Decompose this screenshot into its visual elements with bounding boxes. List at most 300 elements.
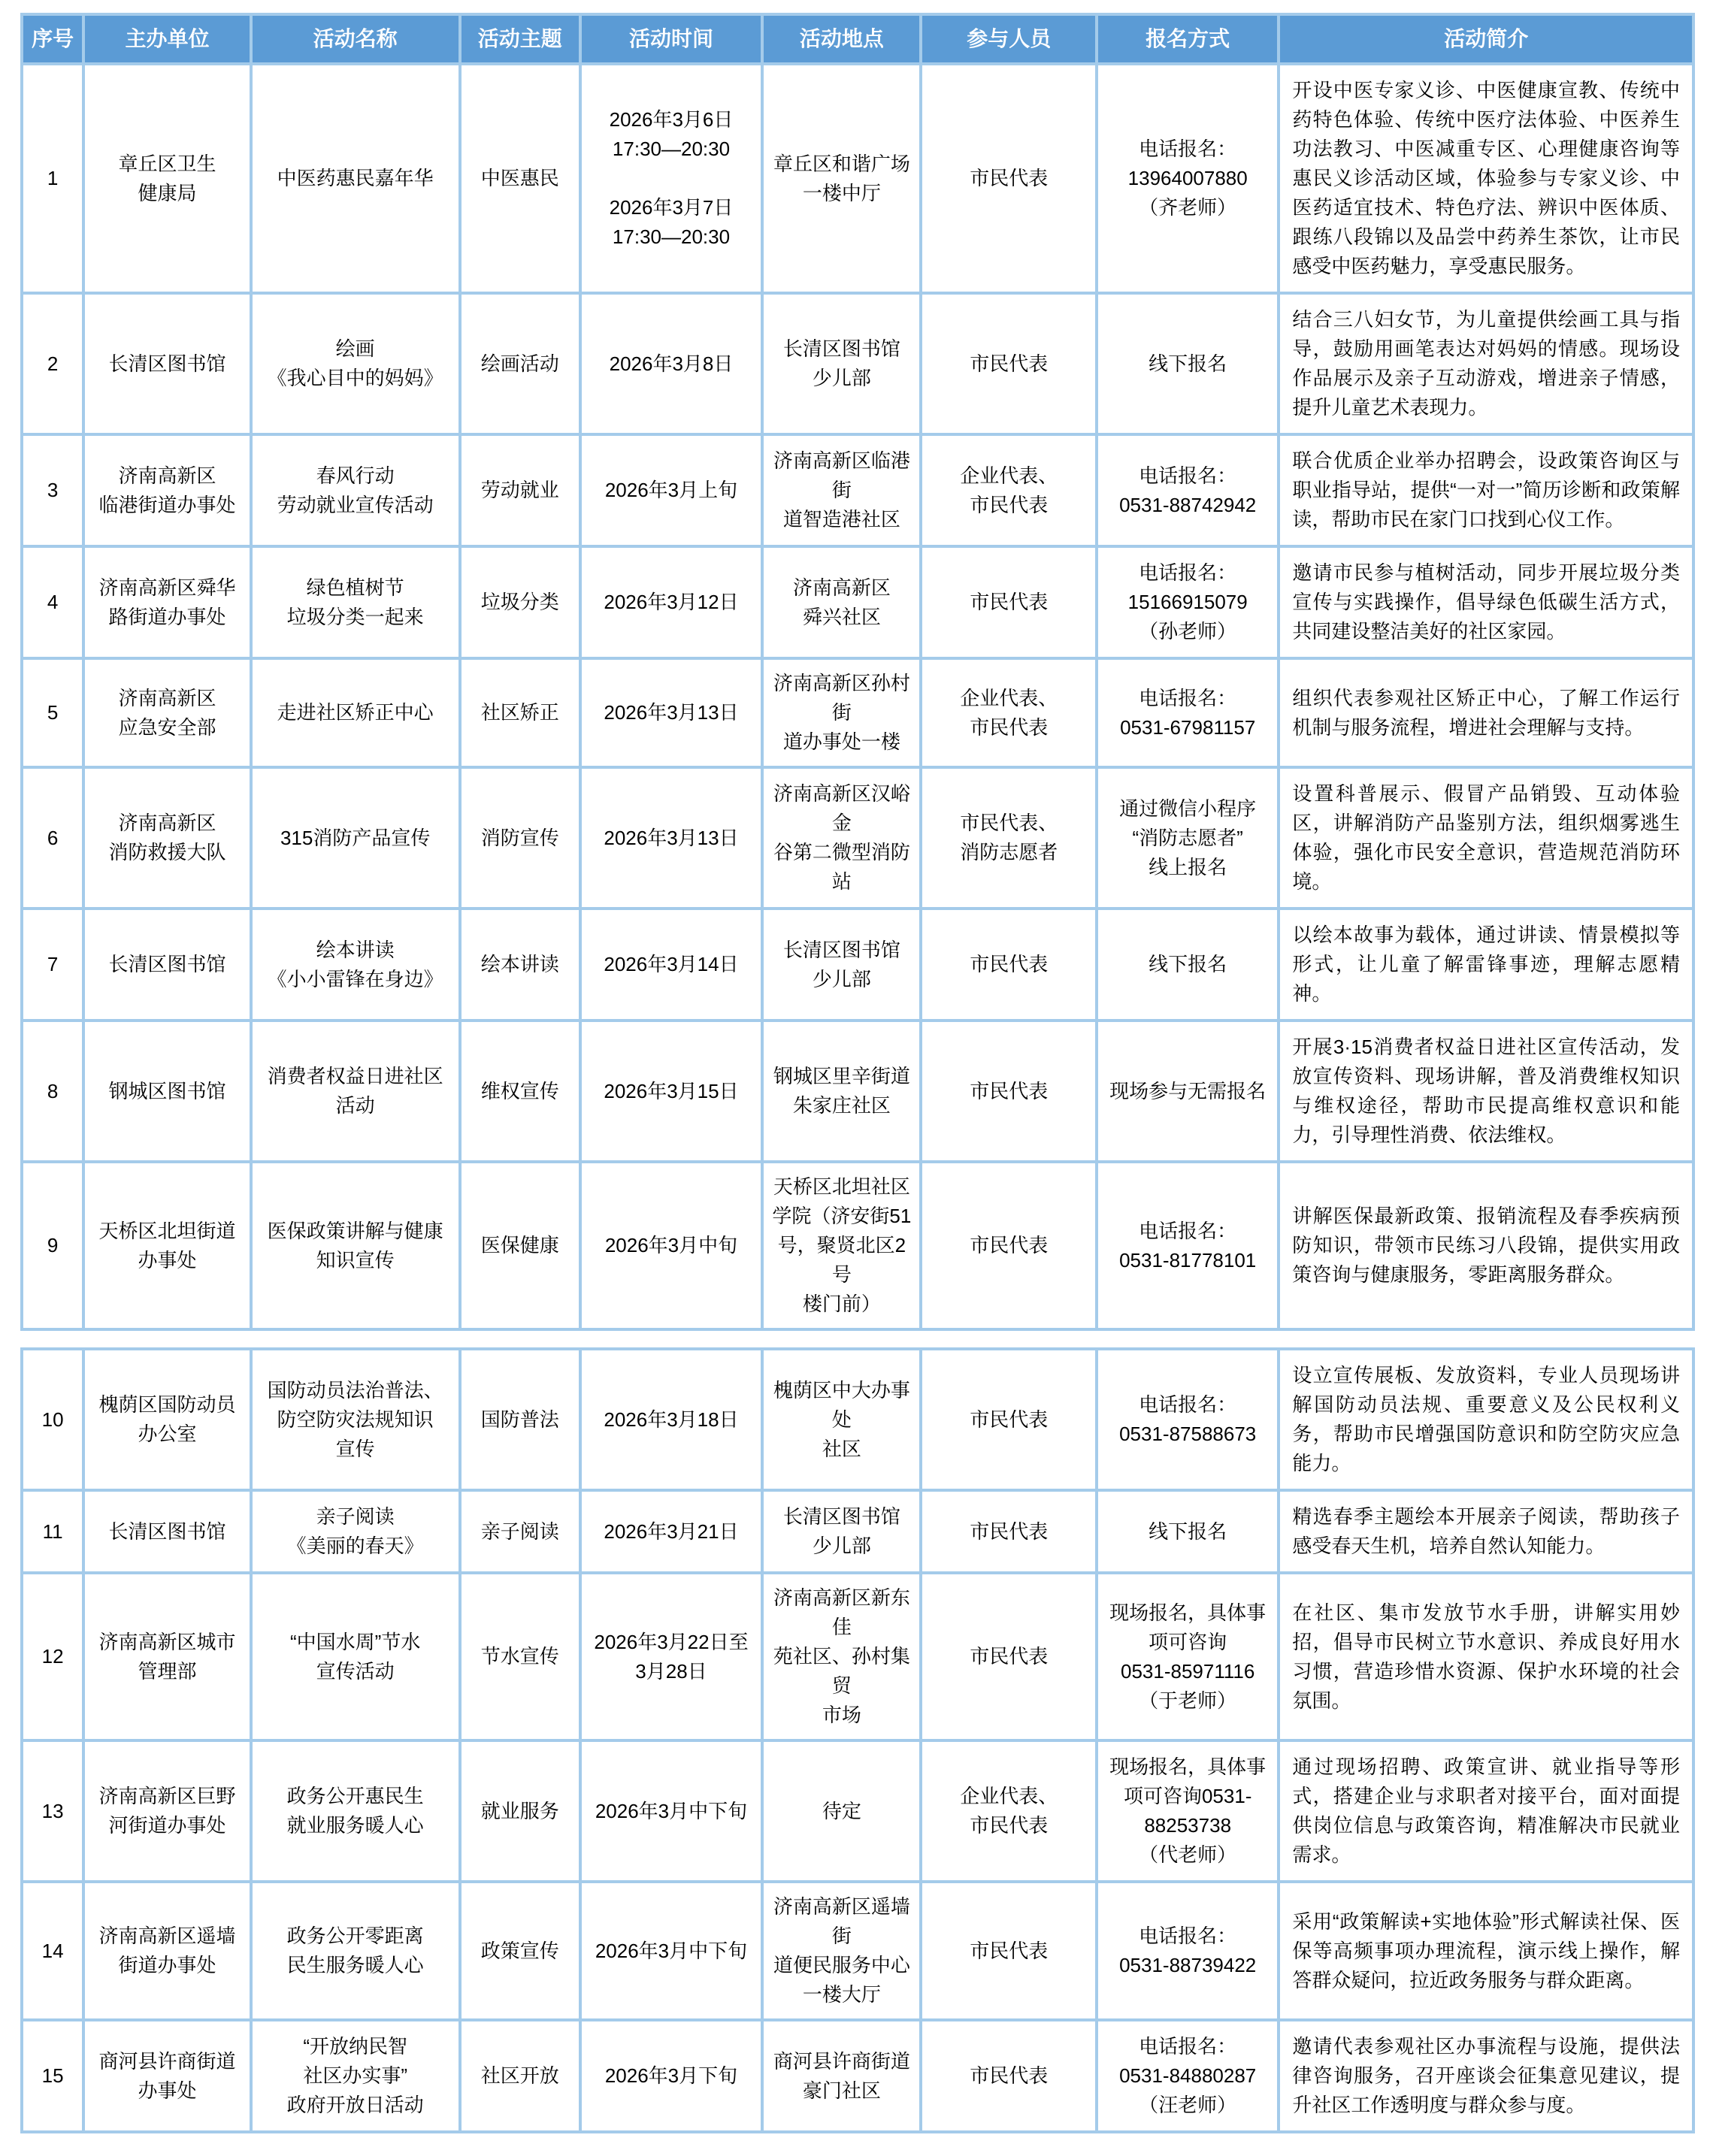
time-text: 17:30—20:30: [612, 138, 731, 160]
cell-time: [580, 293, 762, 434]
location-text: 豪门社区: [802, 2079, 881, 2102]
time-text: 2026年3月上旬: [604, 479, 738, 501]
cell-participants: [921, 1882, 1097, 2020]
time-text: 2026年3月22日至: [594, 1630, 749, 1653]
time-text: 2026年3月14日: [604, 953, 739, 975]
activity-name-text: 医保政策讲解与健康: [267, 1219, 443, 1242]
participants-text: 消防志愿者: [960, 841, 1058, 863]
cell-location: [762, 293, 921, 434]
cell-theme: [460, 293, 580, 434]
cell-activity-name: [251, 293, 460, 434]
organizer-text: 济南高新区: [118, 686, 216, 709]
cell-participants: [921, 434, 1097, 546]
theme-text: 国防普法: [480, 1408, 559, 1431]
cell-theme: [460, 1490, 580, 1573]
cell-organizer: [83, 1490, 250, 1573]
cell-registration: [1097, 434, 1279, 546]
registration-text: 现场报名，具体事: [1109, 1601, 1267, 1624]
cell-activity-name: [251, 434, 460, 546]
organizer-text: 管理部: [138, 1659, 197, 1683]
registration-text: 线下报名: [1149, 352, 1227, 375]
cell-serial-number: [22, 2020, 83, 2132]
table-row: [22, 434, 1693, 546]
cell-location: [762, 658, 921, 767]
serial-number-text: 9: [47, 1234, 59, 1256]
theme-text: 社区开放: [480, 2064, 559, 2087]
cell-participants: [921, 1740, 1097, 1882]
cell-organizer: [83, 1882, 250, 2020]
registration-text: 通过微信小程序: [1119, 797, 1257, 820]
serial-number-text: 8: [47, 1079, 59, 1102]
time-text: 3月28日: [635, 1659, 707, 1683]
cell-participants: [921, 1349, 1097, 1490]
cell-registration: [1097, 909, 1279, 1021]
activity-name-text: 知识宣传: [316, 1248, 395, 1272]
intro-text: 开展3·15消费者权益日进社区宣传活动，发放宣传资料、现场讲解，普及消费维权知识与维权途径，帮助市民提高维权意识和能力，引导理性消费、依法维权。: [1292, 1036, 1680, 1146]
table-row: [22, 1740, 1693, 1882]
location-text: 道智造港社区: [782, 508, 900, 531]
cell-activity-name: [251, 1490, 460, 1573]
cell-intro: [1279, 2020, 1693, 2132]
organizer-text: 济南高新区: [118, 812, 216, 834]
participants-text: 企业代表、: [960, 686, 1058, 709]
organizer-text: 济南高新区巨野: [98, 1785, 236, 1807]
cell-intro: [1279, 767, 1693, 909]
location-text: 长清区图书馆: [782, 938, 900, 961]
organizer-text: 钢城区图书馆: [108, 1079, 226, 1102]
time-text: 2026年3月13日: [604, 701, 739, 724]
column-header-activity-name: 活动名称: [251, 14, 460, 64]
cell-participants: [921, 767, 1097, 909]
cell-organizer: [83, 293, 250, 434]
cell-intro: [1279, 1490, 1693, 1573]
cell-registration: [1097, 1882, 1279, 2020]
serial-number-text: 12: [41, 1645, 64, 1668]
cell-time: [580, 64, 762, 293]
cell-serial-number: [22, 546, 83, 658]
cell-theme: [460, 767, 580, 909]
participants-text: 市民代表: [970, 167, 1049, 189]
time-text: 2026年3月中下旬: [595, 1799, 748, 1822]
time-text: 2026年3月7日: [609, 196, 734, 219]
cell-serial-number: [22, 1162, 83, 1329]
cell-location: [762, 1349, 921, 1490]
cell-participants: [921, 658, 1097, 767]
activity-name-text: 315消防产品宣传: [280, 826, 431, 849]
cell-activity-name: [251, 1573, 460, 1740]
intro-text: 设立宣传展板、发放资料，专业人员现场讲解国防动员法规、重要意义及公民权利义务，帮助市民增强国防意识和防空防灾应急能力。: [1292, 1364, 1680, 1474]
cell-participants: [921, 1573, 1097, 1740]
cell-theme: [460, 658, 580, 767]
theme-text: 绘本讲读: [480, 953, 559, 975]
table-row: [22, 1021, 1693, 1162]
location-text: 一楼大厅: [802, 1983, 881, 2006]
activity-name-text: 防空防灾法规知识: [277, 1408, 434, 1431]
organizer-text: 长清区图书馆: [108, 953, 226, 975]
intro-text: 讲解医保最新政策、报销流程及春季疾病预防知识，带领市民练习八段锦，提供实用政策咨询与健康服务，零距离服务群众。: [1292, 1205, 1680, 1286]
cell-theme: [460, 1162, 580, 1329]
cell-serial-number: [22, 1490, 83, 1573]
table-row: [22, 658, 1693, 767]
registration-text: 电话报名：: [1139, 561, 1237, 584]
cell-activity-name: [251, 767, 460, 909]
activity-table-section-2: [20, 1347, 1695, 2133]
theme-text: 节水宣传: [480, 1645, 559, 1668]
time-text: 2026年3月18日: [604, 1408, 739, 1431]
cell-serial-number: [22, 1882, 83, 2020]
cell-theme: [460, 1021, 580, 1162]
organizer-text: 济南高新区: [118, 464, 216, 487]
activity-name-text: 政务公开零距离: [286, 1925, 424, 1947]
cell-participants: [921, 1021, 1097, 1162]
organizer-text: 济南高新区遥墙: [98, 1925, 236, 1947]
cell-participants: [921, 546, 1097, 658]
theme-text: 垃圾分类: [480, 591, 559, 613]
location-text: 天桥区北坦社区: [773, 1175, 910, 1198]
organizer-text: 长清区图书馆: [108, 1519, 226, 1543]
organizer-text: 长清区图书馆: [108, 352, 226, 375]
intro-text: 邀请代表参观社区办事流程与设施，提供法律咨询服务，召开座谈会征集意见建议，提升社区工作透明度与群众参与度。: [1292, 2035, 1680, 2116]
activity-name-text: 民生服务暖人心: [286, 1954, 424, 1976]
registration-text: （齐老师）: [1139, 196, 1237, 219]
organizer-text: 河街道办事处: [108, 1814, 226, 1837]
serial-number-text: 6: [47, 826, 59, 849]
participants-text: 市民代表: [970, 1234, 1049, 1256]
cell-time: [580, 1021, 762, 1162]
activity-table-section-1: [20, 13, 1695, 1331]
cell-participants: [921, 1490, 1097, 1573]
cell-location: [762, 1740, 921, 1882]
cell-activity-name: [251, 2020, 460, 2132]
registration-text: 项可咨询0531-: [1123, 1785, 1252, 1807]
location-text: 钢城区里辛街道: [773, 1065, 910, 1087]
cell-registration: [1097, 2020, 1279, 2132]
serial-number-text: 11: [42, 1519, 63, 1543]
intro-text: 组织代表参观社区矫正中心，了解工作运行机制与服务流程，增进社会理解与支持。: [1292, 686, 1680, 739]
cell-theme: [460, 1349, 580, 1490]
location-text: 商河县许商街道: [773, 2049, 910, 2073]
activity-name-text: 春风行动: [316, 464, 395, 487]
intro-text: 以绘本故事为载体，通过讲读、情景模拟等形式，让儿童了解雷锋事迹，理解志愿精神。: [1292, 924, 1680, 1005]
cell-intro: [1279, 434, 1693, 546]
column-header-location: 活动地点: [762, 14, 921, 64]
cell-time: [580, 2020, 762, 2132]
cell-serial-number: [22, 1021, 83, 1162]
location-text: 谷第二微型消防站: [773, 841, 910, 893]
theme-text: 亲子阅读: [480, 1519, 559, 1543]
serial-number-text: 7: [47, 953, 59, 975]
registration-text: 0531-84880287: [1119, 2064, 1257, 2087]
cell-time: [580, 767, 762, 909]
cell-intro: [1279, 909, 1693, 1021]
organizer-text: 办公室: [138, 1423, 197, 1445]
registration-text: 15166915079: [1127, 591, 1248, 613]
cell-time: [580, 1490, 762, 1573]
cell-intro: [1279, 1740, 1693, 1882]
location-text: 道便民服务中心: [773, 1954, 910, 1976]
intro-text: 结合三八妇女节，为儿童提供绘画工具与指导，鼓励用画笔表达对妈妈的情感。现场设作品展示及亲子互动游戏，增进亲子情感，提升儿童艺术表现力。: [1292, 308, 1680, 419]
table-row: [22, 2020, 1693, 2132]
cell-activity-name: [251, 1349, 460, 1490]
theme-text: 就业服务: [480, 1799, 559, 1822]
activity-name-text: 政府开放日活动: [286, 2094, 424, 2116]
registration-text: 电话报名：: [1139, 686, 1237, 709]
column-header-participants: 参与人员: [921, 14, 1097, 64]
intro-text: 设置科普展示、假冒产品销毁、互动体验区，讲解消防产品鉴别方法，组织烟雾逃生体验，强化市民安全意识，营造规范消防环境。: [1292, 782, 1680, 893]
activity-name-text: 绘本讲读: [316, 938, 395, 961]
registration-text: 电话报名：: [1139, 138, 1237, 160]
organizer-text: 路街道办事处: [108, 605, 226, 628]
activity-name-text: 绘画: [335, 337, 375, 360]
activity-name-text: 中医药惠民嘉年华: [277, 167, 434, 189]
cell-serial-number: [22, 909, 83, 1021]
location-text: 社区: [822, 1437, 861, 1460]
cell-serial-number: [22, 1740, 83, 1882]
cell-theme: [460, 1740, 580, 1882]
theme-text: 中医惠民: [480, 167, 559, 189]
location-text: 苑社区、孙村集贸: [773, 1645, 910, 1697]
activity-name-text: 宣传: [335, 1437, 375, 1460]
location-text: 朱家庄社区: [792, 1094, 891, 1117]
cell-registration: [1097, 293, 1279, 434]
participants-text: 市民代表: [970, 1645, 1049, 1668]
organizer-text: 街道办事处: [118, 1954, 216, 1976]
cell-time: [580, 1882, 762, 2020]
registration-text: 线下报名: [1149, 953, 1227, 975]
location-text: 道办事处一楼: [782, 730, 900, 753]
participants-text: 市民代表: [970, 953, 1049, 975]
cell-organizer: [83, 1573, 250, 1740]
participants-text: 市民代表: [970, 1939, 1049, 1962]
time-text: 2026年3月15日: [604, 1079, 739, 1102]
cell-intro: [1279, 1573, 1693, 1740]
serial-number-text: 5: [47, 701, 59, 724]
location-text: 济南高新区孙村街: [773, 672, 910, 724]
participants-text: 市民代表、: [960, 812, 1058, 834]
registration-text: “消防志愿者”: [1132, 826, 1243, 849]
cell-organizer: [83, 546, 250, 658]
organizer-text: 办事处: [138, 2079, 197, 2102]
cell-intro: [1279, 1021, 1693, 1162]
cell-time: [580, 546, 762, 658]
activity-name-text: 消费者权益日进社区: [267, 1065, 443, 1087]
cell-activity-name: [251, 64, 460, 293]
location-text: 章丘区和谐广场: [773, 152, 910, 175]
cell-intro: [1279, 1882, 1693, 2020]
cell-serial-number: [22, 658, 83, 767]
time-text: 2026年3月21日: [604, 1519, 739, 1543]
participants-text: 市民代表: [970, 2064, 1049, 2087]
cell-theme: [460, 909, 580, 1021]
intro-text: 采用“政策解读+实地体验”形式解读社保、医保等高频事项办理流程，演示线上操作，解答群众疑问，拉近政务服务与群众距离。: [1292, 1910, 1680, 1991]
registration-text: 0531-87588673: [1119, 1423, 1257, 1445]
table-row: [22, 909, 1693, 1021]
cell-time: [580, 658, 762, 767]
theme-text: 维权宣传: [480, 1079, 559, 1102]
participants-text: 市民代表: [970, 1079, 1049, 1102]
time-text: 2026年3月6日: [609, 108, 734, 131]
participants-text: 市民代表: [970, 1814, 1049, 1837]
cell-intro: [1279, 658, 1693, 767]
cell-theme: [460, 64, 580, 293]
table-header-row: [22, 14, 1693, 64]
registration-text: 0531-85971116: [1121, 1659, 1255, 1683]
cell-intro: [1279, 546, 1693, 658]
activity-name-text: 活动: [335, 1094, 375, 1117]
cell-registration: [1097, 64, 1279, 293]
column-header-intro: 活动简介: [1279, 14, 1693, 64]
registration-text: 0531-88739422: [1119, 1954, 1257, 1976]
cell-serial-number: [22, 64, 83, 293]
activity-name-text: 社区办实事”: [303, 2064, 407, 2087]
registration-text: 线下报名: [1149, 1519, 1227, 1543]
cell-organizer: [83, 658, 250, 767]
participants-text: 市民代表: [970, 715, 1049, 739]
location-text: 待定: [822, 1799, 861, 1822]
registration-text: 88253738: [1144, 1814, 1232, 1837]
organizer-text: 临港街道办事处: [98, 493, 236, 516]
table-section-gap: [20, 1331, 1695, 1347]
table-row: [22, 1162, 1693, 1329]
serial-number-text: 1: [47, 167, 59, 189]
cell-organizer: [83, 64, 250, 293]
activity-name-text: 劳动就业宣传活动: [277, 493, 434, 516]
time-text: 2026年3月13日: [604, 826, 739, 849]
location-text: 少儿部: [812, 1535, 871, 1557]
time-text: [589, 164, 753, 193]
organizer-text: 健康局: [138, 181, 197, 204]
serial-number-text: 10: [41, 1408, 64, 1431]
cell-organizer: [83, 434, 250, 546]
serial-number-text: 2: [47, 352, 59, 375]
cell-location: [762, 1490, 921, 1573]
cell-registration: [1097, 1573, 1279, 1740]
registration-text: 0531-67981157: [1120, 715, 1256, 739]
cell-location: [762, 64, 921, 293]
cell-time: [580, 1162, 762, 1329]
time-text: 2026年3月12日: [604, 591, 739, 613]
registration-text: （汪老师）: [1139, 2094, 1237, 2116]
location-text: 楼门前）: [802, 1293, 881, 1315]
participants-text: 市民代表: [970, 352, 1049, 375]
theme-text: 社区矫正: [480, 701, 559, 724]
registration-text: 现场报名，具体事: [1109, 1755, 1267, 1778]
table-row: [22, 64, 1693, 293]
cell-time: [580, 1573, 762, 1740]
cell-intro: [1279, 64, 1693, 293]
location-text: 济南高新区临港街: [773, 449, 910, 501]
time-text: 2026年3月中旬: [604, 1234, 738, 1256]
location-text: 少儿部: [812, 967, 871, 990]
cell-registration: [1097, 658, 1279, 767]
serial-number-text: 14: [41, 1939, 64, 1962]
cell-organizer: [83, 1162, 250, 1329]
organizer-text: 消防救援大队: [108, 841, 226, 863]
location-text: 槐荫区中大办事处: [773, 1378, 910, 1431]
registration-text: （于老师）: [1139, 1689, 1237, 1712]
activity-name-text: 绿色植树节: [306, 576, 404, 599]
cell-location: [762, 909, 921, 1021]
cell-serial-number: [22, 1349, 83, 1490]
cell-time: [580, 434, 762, 546]
cell-serial-number: [22, 434, 83, 546]
cell-participants: [921, 293, 1097, 434]
cell-theme: [460, 1573, 580, 1740]
cell-location: [762, 1162, 921, 1329]
time-text: 2026年3月中下旬: [595, 1939, 748, 1962]
cell-activity-name: [251, 1162, 460, 1329]
cell-activity-name: [251, 1740, 460, 1882]
participants-text: 市民代表: [970, 493, 1049, 516]
cell-location: [762, 434, 921, 546]
cell-registration: [1097, 767, 1279, 909]
location-text: 长清区图书馆: [782, 337, 900, 360]
location-text: 少儿部: [812, 367, 871, 389]
cell-serial-number: [22, 1573, 83, 1740]
cell-registration: [1097, 1021, 1279, 1162]
cell-theme: [460, 1882, 580, 2020]
cell-location: [762, 1573, 921, 1740]
cell-location: [762, 2020, 921, 2132]
table-row: [22, 1349, 1693, 1490]
intro-text: 精选春季主题绘本开展亲子阅读，帮助孩子感受春天生机，培养自然认知能力。: [1292, 1505, 1680, 1557]
location-text: 市场: [822, 1704, 861, 1726]
column-header-time: 活动时间: [580, 14, 762, 64]
cell-participants: [921, 64, 1097, 293]
activity-name-text: 《我心目中的妈妈》: [267, 367, 443, 389]
column-header-organizer: 主办单位: [83, 14, 250, 64]
cell-time: [580, 1740, 762, 1882]
cell-organizer: [83, 1740, 250, 1882]
registration-text: 电话报名：: [1139, 464, 1237, 487]
cell-participants: [921, 2020, 1097, 2132]
cell-registration: [1097, 1162, 1279, 1329]
cell-organizer: [83, 1021, 250, 1162]
location-text: 学院（济安街51: [772, 1205, 912, 1227]
cell-participants: [921, 909, 1097, 1021]
serial-number-text: 15: [41, 2064, 64, 2087]
cell-location: [762, 767, 921, 909]
time-text: 2026年3月8日: [609, 352, 734, 375]
location-text: 济南高新区新东佳: [773, 1586, 910, 1638]
cell-registration: [1097, 546, 1279, 658]
registration-text: （代老师）: [1139, 1843, 1237, 1866]
table-row: [22, 293, 1693, 434]
cell-organizer: [83, 767, 250, 909]
registration-text: 0531-88742942: [1119, 493, 1257, 516]
participants-text: 市民代表: [970, 591, 1049, 613]
cell-serial-number: [22, 767, 83, 909]
cell-participants: [921, 1162, 1097, 1329]
cell-registration: [1097, 1349, 1279, 1490]
location-text: 舜兴社区: [802, 605, 881, 628]
location-text: 号，聚贤北区2号: [777, 1234, 906, 1286]
intro-text: 联合优质企业举办招聘会，设政策咨询区与职业指导站，提供“一对一”简历诊断和政策解读，帮助市民在家门口找到心仪工作。: [1292, 449, 1680, 531]
cell-activity-name: [251, 909, 460, 1021]
participants-text: 市民代表: [970, 1408, 1049, 1431]
cell-intro: [1279, 1162, 1693, 1329]
serial-number-text: 13: [41, 1799, 64, 1822]
time-text: 2026年3月下旬: [604, 2064, 738, 2087]
registration-text: 13964007880: [1127, 167, 1248, 189]
cell-activity-name: [251, 546, 460, 658]
intro-text: 在社区、集市发放节水手册，讲解实用妙招，倡导市民树立节水意识、养成良好用水习惯，营造珍惜水资源、保护水环境的社会氛围。: [1292, 1601, 1680, 1712]
cell-theme: [460, 434, 580, 546]
cell-activity-name: [251, 658, 460, 767]
organizer-text: 应急安全部: [118, 715, 216, 739]
organizer-text: 章丘区卫生: [118, 152, 216, 175]
cell-organizer: [83, 909, 250, 1021]
